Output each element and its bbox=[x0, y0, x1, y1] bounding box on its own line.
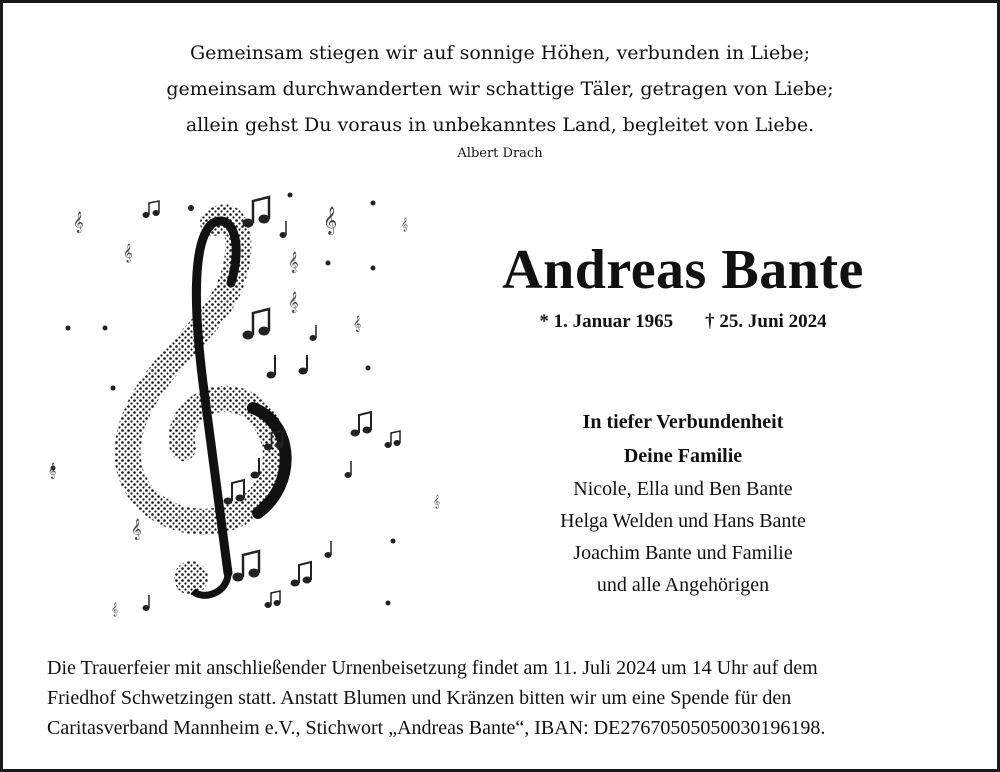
svg-text:𝄞: 𝄞 bbox=[288, 252, 299, 273]
treble-clef-icon bbox=[127, 217, 285, 595]
mourners-block bbox=[463, 405, 903, 601]
svg-text:𝄞: 𝄞 bbox=[111, 602, 119, 616]
svg-text:𝄞: 𝄞 bbox=[131, 519, 142, 540]
deceased-name: Andreas Bante bbox=[502, 239, 864, 301]
mourners-heading: In tiefer Verbundenheit bbox=[582, 411, 784, 433]
svg-text:𝄞: 𝄞 bbox=[48, 463, 57, 479]
poem-line: allein gehst Du voraus in unbekanntes Land, begleitet von Liebe. bbox=[185, 114, 815, 136]
svg-text:𝄞: 𝄞 bbox=[123, 243, 133, 262]
mourner-line: Helga Welden und Hans Bante bbox=[560, 510, 806, 532]
svg-text:𝄞: 𝄞 bbox=[353, 316, 362, 332]
poem-author: Albert Drach bbox=[457, 146, 543, 161]
life-dates bbox=[463, 308, 903, 336]
notice-line: Friedhof Schwetzingen statt. Anstatt Blumen und Kränzen bitten wir um eine Spende für den bbox=[47, 687, 792, 709]
poem-block bbox=[3, 35, 997, 165]
mourner-line: Joachim Bante und Familie bbox=[573, 542, 793, 564]
svg-text:𝄞: 𝄞 bbox=[73, 212, 84, 233]
birth-date: * 1. Januar 1965 bbox=[539, 311, 674, 332]
funeral-notice bbox=[47, 653, 947, 743]
poem-line: Gemeinsam stiegen wir auf sonnige Höhen, verbunden in Liebe; bbox=[189, 42, 811, 64]
svg-text:𝄞: 𝄞 bbox=[288, 292, 299, 313]
treble-clef-with-music-notes-icon bbox=[43, 183, 443, 623]
mourner-line: Nicole, Ella und Ben Bante bbox=[573, 478, 793, 500]
poem-line: gemeinsam durchwanderten wir schattige Täler, getragen von Liebe; bbox=[166, 78, 834, 100]
svg-text:𝄞: 𝄞 bbox=[323, 206, 338, 234]
svg-text:𝄞: 𝄞 bbox=[401, 217, 409, 231]
mourner-line: und alle Angehörigen bbox=[596, 574, 770, 596]
death-date: † 25. Juni 2024 bbox=[705, 311, 827, 332]
notice-line: Caritasverband Mannheim e.V., Stichwort „Andreas Bante“, IBAN: DE27670505050030196198. bbox=[47, 717, 826, 739]
notice-line: Die Trauerfeier mit anschließender Urnenbeisetzung findet am 11. Juli 2024 um 14 Uhr auf dem bbox=[47, 657, 818, 679]
mourners-subheading: Deine Familie bbox=[623, 445, 743, 467]
svg-text:𝄞: 𝄞 bbox=[433, 494, 441, 508]
